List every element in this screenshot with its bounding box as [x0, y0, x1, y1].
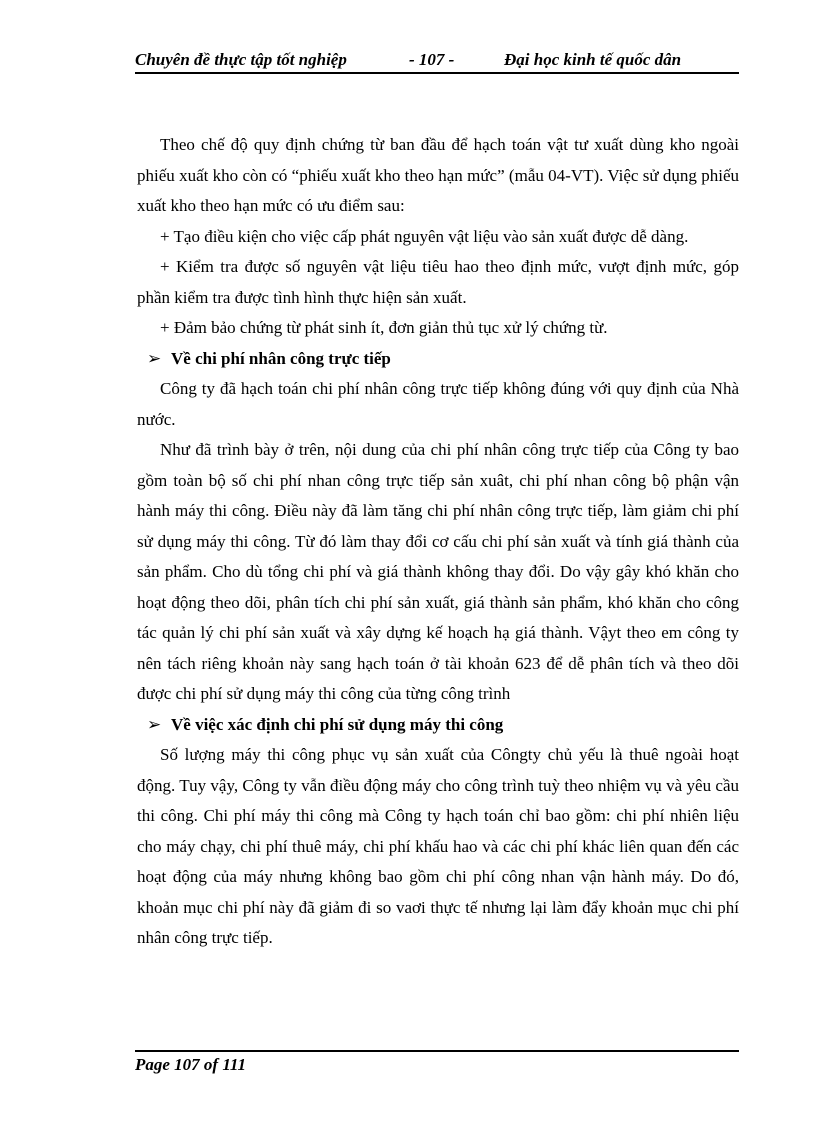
arrow-bullet-icon: ➢ [147, 714, 162, 734]
paragraph: Như đã trình bày ở trên, nội dung của chi phí nhân công trực tiếp của Công ty bao gồm toàn bộ số chi phí nhan công trực tiếp sản xuât, chi phí nhan công bộ phận vận hành máy thi công. Điều này đã làm tăng chi phí nhân công trực tiếp, làm giảm chi phí sử dụng máy thi công. Từ đó làm thay đổi cơ cấu chi phí sản xuất và tính giá thành của sản phẩm. Cho dù tổng chi phí và giá thành không thay đổi. Do vậy gây khó khăn cho hoạt động theo dõi, phân tích chi phí sản xuất, giá thành sản phẩm, khó khăn cho công tác quản lý chi phí sản xuất và xây dựng kế hoạch hạ giá thành. Vậyt theo em công ty nên tách riêng khoản này sang hạch toán ở tài khoản 623 để dễ phân tích và theo dõi được chi phí sử dụng máy thi công của từng công trình [137, 440, 739, 703]
page-footer: Page 107 of 111 [135, 1055, 246, 1074]
arrow-bullet-icon: ➢ [147, 348, 162, 368]
page-header [135, 48, 739, 74]
section-heading [137, 344, 739, 375]
paragraph: Số lượng máy thi công phục vụ sản xuất của Côngty chủ yếu là thuê ngoài hoạt động. Tuy vậy, Công ty vẫn điều động máy cho công trình tuỳ theo nhiệm vụ và yêu cầu thi công. Chi phí máy thi công mà Công ty hạch toán chỉ bao gồm: chi phí nhiên liệu cho máy chạy, chi phí thuê máy, chi phí khấu hao và các chi phí khác liên quan đến các hoạt động của máy nhưng không bao gồm chi phí công nhan vận hành máy. Do đó, khoản mục chi phí này đã giảm đi so vaơi thực tế nhưng lại làm đẩy khoản mục chi phí nhân công trực tiếp. [137, 745, 739, 947]
section-heading-text: Về việc xác định chi phí sử dụng máy thi công [171, 714, 504, 734]
header-page-number: - 107 - [409, 50, 455, 69]
paragraph: Công ty đã hạch toán chi phí nhân công trực tiếp không đúng với quy định của Nhà nước. [137, 379, 739, 429]
section-heading-text: Về chi phí nhân công trực tiếp [171, 348, 391, 368]
paragraph: + Tạo điều kiện cho việc cấp phát nguyên vật liệu vào sản xuất được dễ dàng. [160, 226, 689, 246]
paragraph: + Kiểm tra được số nguyên vật liệu tiêu hao theo định mức, vượt định mức, góp phần kiểm tra được tình hình thực hiện sản xuất. [137, 257, 739, 307]
paragraph: + Đảm bảo chứng từ phát sinh ít, đơn giản thủ tục xử lý chứng từ. [160, 318, 608, 337]
header-thesis-title: Chuyên đề thực tập tốt nghiệp [135, 50, 347, 69]
section-heading [137, 710, 739, 741]
footer-divider [135, 1050, 739, 1052]
document-body [137, 130, 739, 954]
header-university: Đại học kinh tế quốc dân [504, 50, 682, 69]
paragraph: Theo chế độ quy định chứng từ ban đầu để hạch toán vật tư xuất dùng kho ngoài phiếu xuất kho còn có “phiếu xuất kho theo hạn mức” (mẫu 04-VT). Việc sử dụng phiếu xuất kho theo hạn mức có ưu điểm sau: [137, 135, 739, 215]
